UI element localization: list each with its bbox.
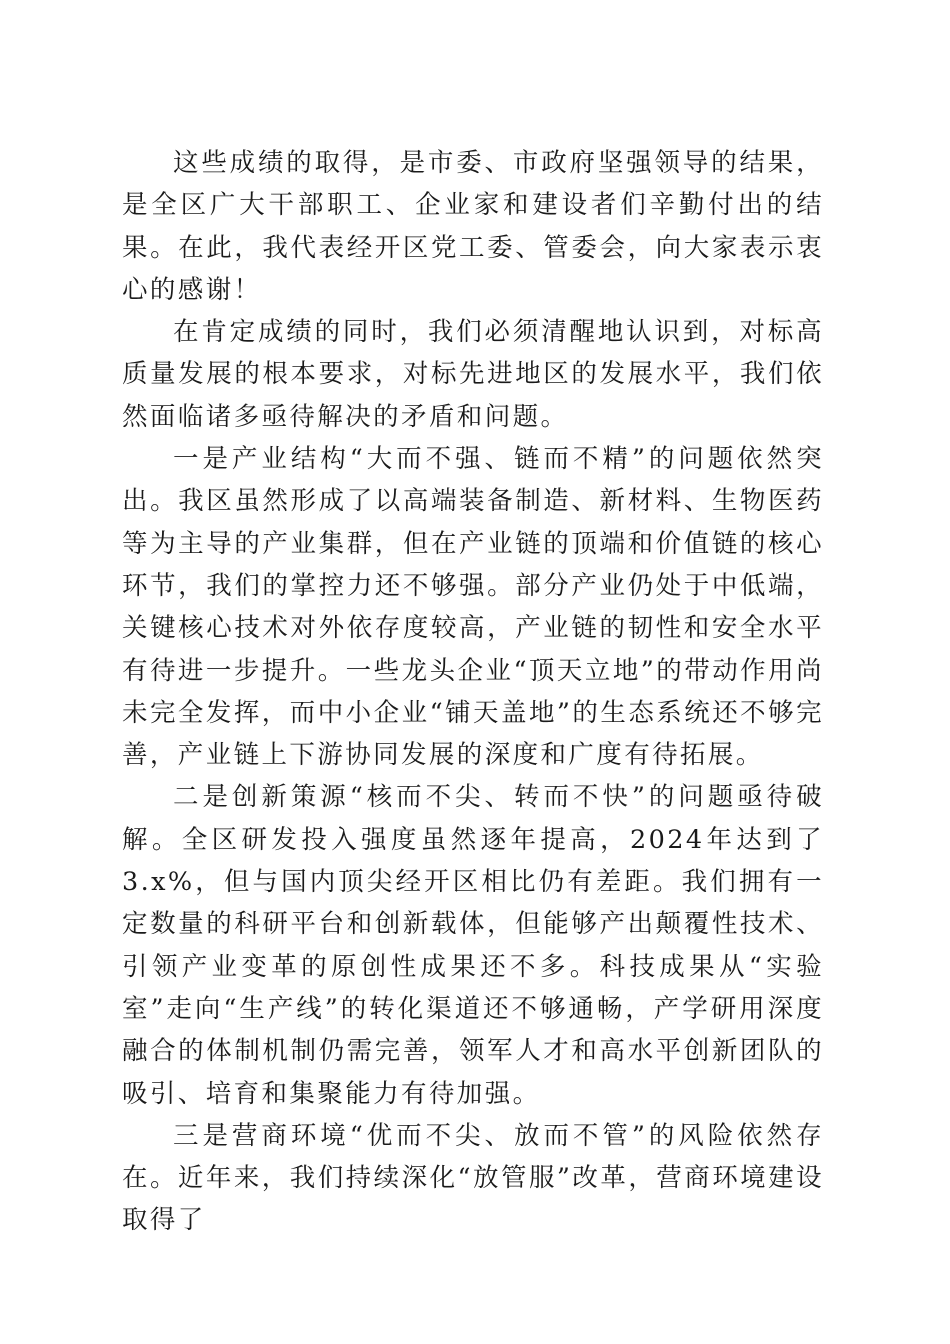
paragraph-innovation: 二是创新策源“核而不尖、转而不快”的问题亟待破解。全区研发投入强度虽然逐年提高，2024年达到了3.x%，但与国内顶尖经开区相比仍有差距。我们拥有一定数量的科研平台和创新载体，但能够产出颠覆性技术、引领产业变革的原创性成果还不多。科技成果从“实验室”走向“生产线”的转化渠道还不够通畅，产学研用深度融合的体制机制仍需完善，领军人才和高水平创新团队的吸引、培育和集聚能力有待加强。 [122,782,824,1109]
paragraph-business-environment: 三是营商环境“优而不尖、放而不管”的风险依然存在。近年来，我们持续深化“放管服”改革，营商环境建设取得了 [122,1120,824,1236]
paragraph-industry-structure: 一是产业结构“大而不强、链而不精”的问题依然突出。我区虽然形成了以高端装备制造、新材料、生物医药等为主导的产业集群，但在产业链的顶端和价值链的核心环节，我们的掌控力还不够强。部分产业仍处于中低端，关键核心技术对外依存度较高，产业链的韧性和安全水平有待进一步提升。一些龙头企业“顶天立地”的带动作用尚未完全发挥，而中小企业“铺天盖地”的生态系统还不够完善，产业链上下游协同发展的深度和广度有待拓展。 [122,444,824,771]
paragraph-problems-intro: 在肯定成绩的同时，我们必须清醒地认识到，对标高质量发展的根本要求，对标先进地区的发展水平，我们依然面临诸多亟待解决的矛盾和问题。 [122,317,824,432]
paragraph-acknowledgement: 这些成绩的取得，是市委、市政府坚强领导的结果，是全区广大干部职工、企业家和建设者们辛勤付出的结果。在此，我代表经开区党工委、管委会，向大家表示衷心的感谢！ [122,148,824,305]
body-text [122,142,824,1242]
